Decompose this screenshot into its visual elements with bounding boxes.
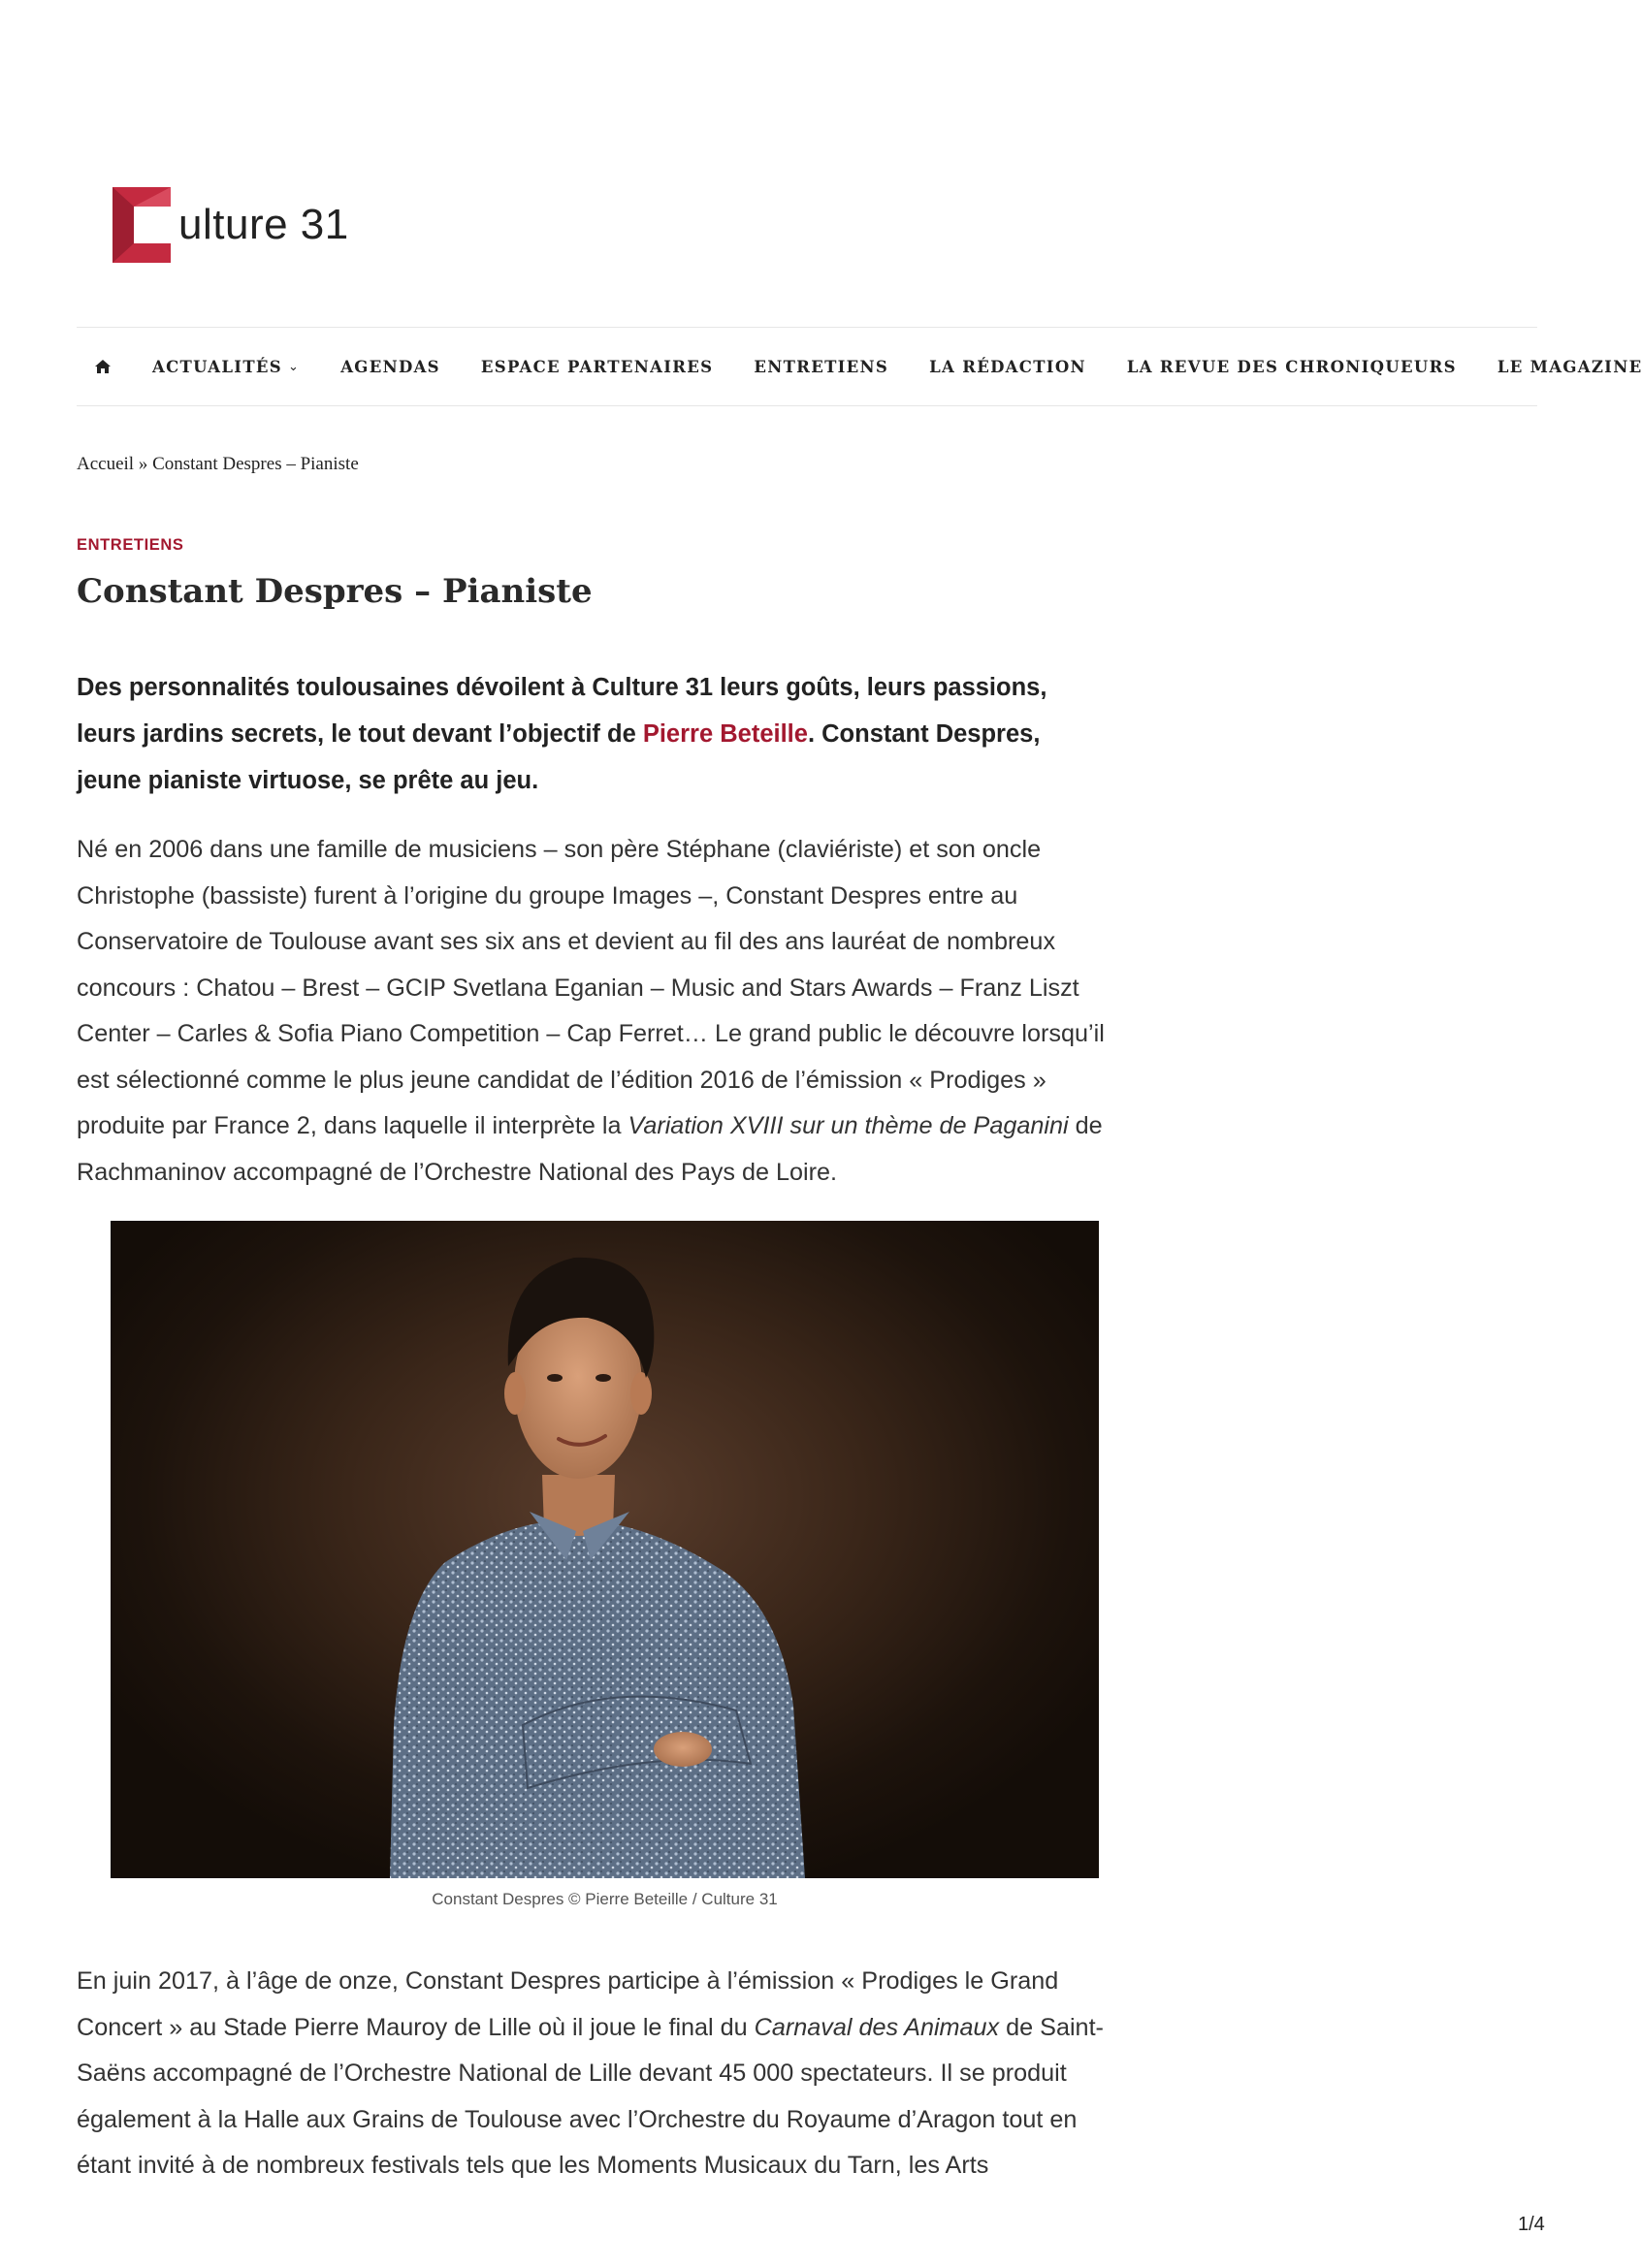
photo-caption: Constant Despres © Pierre Beteille / Culture 31 [432, 1890, 778, 1908]
main-nav [77, 327, 1642, 406]
nav-item-label: ACTUALITÉS [152, 357, 282, 376]
paragraph-text: Né en 2006 dans une famille de musiciens – son père Stéphane (claviériste) et son oncle Christophe (bassiste) furent à l’origine du groupe Images –, Constant Despres entre au Conservatoire de Toulouse avant ses six ans et devient au fil des ans lauréat de nombreux concours : Chatou – Brest – GCIP Svetlana Eganian – Music and Stars Awards – Franz Liszt Center – Carles & Sofia Piano Competition – Cap Ferret… Le grand public le découvre lorsqu’il est sélectionné comme le plus jeune candidat de l’édition 2016 de l’émission « Prodiges » produite par France 2, dans laquelle il interprète la [77, 836, 1105, 1139]
nav-item-le-magazine[interactable]: LE MAGAZINE [1497, 357, 1642, 376]
nav-item-actualites[interactable] [152, 358, 300, 376]
chevron-down-icon: ⌄ [288, 359, 301, 374]
culture31-logo-icon [105, 181, 182, 269]
portrait-image [111, 1221, 1099, 1878]
lede-text-start: Des personnalités toulousaines dévoilent à Culture 31 leurs goûts, leurs passions, leurs jardins secrets, le tout devant l’objectif de [77, 674, 1047, 748]
work-title: Carnaval des Animaux [754, 2013, 1000, 2041]
category-label[interactable]: ENTRETIENS [77, 536, 184, 554]
nav-item-la-redaction[interactable]: LA RÉDACTION [929, 357, 1086, 376]
photographer-link[interactable]: Pierre Beteille [642, 720, 808, 748]
work-title: Variation XVIII sur un thème de Paganini [628, 1112, 1069, 1139]
paragraph-text: de Rachmaninov accompagné de l’Orchestre National des Pays de Loire. [77, 1112, 1103, 1186]
nav-item-agendas[interactable]: AGENDAS [340, 357, 440, 376]
site-logo-text: ulture 31 [178, 201, 349, 248]
article-lede [77, 664, 1105, 804]
nav-item-revue-chroniqueurs[interactable]: LA REVUE DES CHRONIQUEURS [1126, 357, 1457, 376]
site-logo[interactable] [105, 180, 349, 270]
article-photo [111, 1221, 1099, 1878]
nav-item-espace-partenaires[interactable]: ESPACE PARTENAIRES [480, 357, 714, 376]
paragraph-text: En juin 2017, à l’âge de onze, Constant Despres participe à l’émission « Prodiges le Grand Concert » au Stade Pierre Mauroy de Lille où il joue le final du [77, 1967, 1059, 2041]
page-title: Constant Despres – Pianiste [77, 572, 593, 611]
article-paragraph-2 [77, 1959, 1114, 2189]
breadcrumb[interactable]: Accueil » Constant Despres – Pianiste [77, 454, 359, 474]
page-number: 1/4 [1518, 2214, 1545, 2235]
article-paragraph-1 [77, 827, 1114, 1196]
nav-home-link[interactable] [94, 359, 112, 374]
nav-item-entretiens[interactable]: ENTRETIENS [754, 357, 889, 376]
home-icon [94, 359, 112, 374]
lede-text-end: . Constant Despres, jeune pianiste virtuose, se prête au jeu. [77, 720, 1041, 794]
paragraph-text: de Saint-Saëns accompagné de l’Orchestre National de Lille devant 45 000 spectateurs. Il se produit également à la Halle aux Grains de Toulouse avec l’Orchestre du Royaume d’Aragon tout en étant invité à de nombreux festivals tels que les Moments Musicaux du Tarn, les Arts [77, 2013, 1104, 2179]
